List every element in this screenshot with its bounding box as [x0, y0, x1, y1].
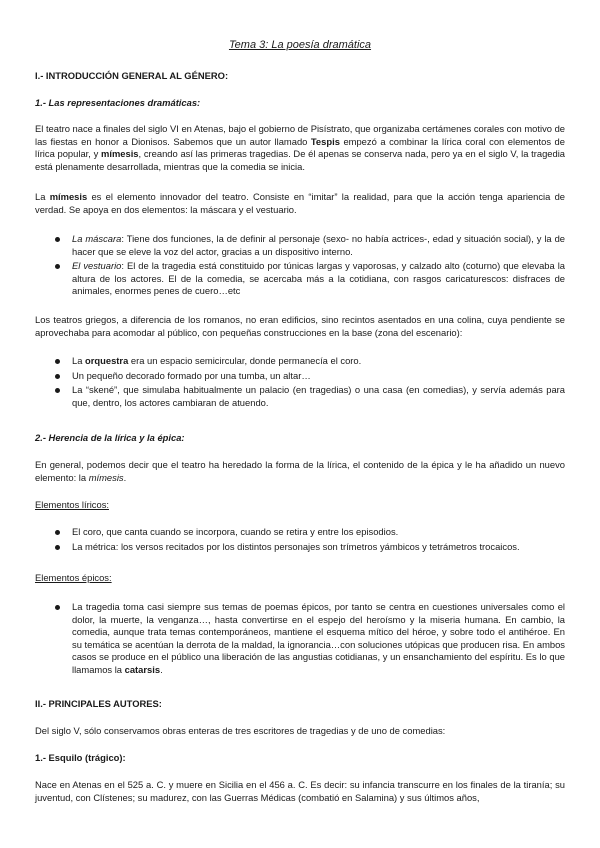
term-mimesis: mímesis: [101, 148, 139, 160]
subsection-heading-esquilo: 1.- Esquilo (trágico):: [35, 752, 126, 763]
text-run: , creando así las primeras tragedias. De él apenas se conserva nada, pero ya en el siglo V, la tragedia está plenamente desarrollada, mientras que la comedia se inicia.: [35, 148, 566, 172]
list-item-text: La “skené”, que simulaba habitualmente un palacio (en tragedias) o una casa (en comedias), y servía además para que, dentro, los actores cambiaran de atuendo.: [72, 384, 565, 408]
list-item: [35, 355, 565, 368]
text-run: La tragedia toma casi siempre sus temas de poemas épicos, por tanto se centra en cuestiones universales como el dolor, la muerte, la venganza…, hasta convertirse en el espejo del heroísmo y la miseria humana. En cambio, la comedia, aunque trata temas contemporáneos, mantiene el esquema mítico del héroe, y sobre todo el antihéroe. En su temática se acentúan la derrota de la maldad, la ignorancia…con soluciones utópicas que producen risa. En ambos casos se produce en el público una liberación de las angustias cotidianas, y un ensanchamiento del espíritu. Es lo que llamamos la: [72, 601, 565, 675]
list-item: [35, 384, 565, 409]
text-run: La: [35, 191, 50, 202]
bullet-icon: [55, 530, 60, 535]
bullet-icon: [55, 388, 60, 393]
list-item: [35, 260, 565, 298]
text-run: empezó a combinar la lírica coral con elementos de lírica popular, y: [35, 135, 565, 160]
bullet-icon: [55, 237, 60, 242]
list-item-term: El vestuario: [72, 260, 122, 272]
heading-elementos-liricos: Elementos líricos:: [35, 499, 109, 510]
list-item-text: Un pequeño decorado formado por una tumba, un altar…: [72, 369, 311, 381]
list-item-text: La métrica: los versos recitados por los distintos personajes son trímetros yámbicos y tetrámetros trocaicos.: [72, 540, 520, 552]
term-catarsis: catarsis: [124, 663, 161, 675]
text-run: era un espacio semicircular, donde permanecía el coro.: [128, 355, 362, 366]
list-item-text: : Tiene dos funciones, la de definir al personaje (sexo- no había actrices-, edad y situación social), y la de hacer que se eleve la voz del actor, gracias a un dispositivo interno.: [72, 233, 565, 257]
page-title: Tema 3: La poesía dramática: [228, 39, 372, 51]
paragraph-siglo-v: Del siglo V, sólo conservamos obras enteras de tres escritores de tragedias y de uno de comedias:: [35, 725, 446, 736]
term-tespis: Tespis: [310, 135, 340, 147]
list-elementos-epicos: [35, 601, 565, 677]
list-item: [35, 526, 565, 539]
bullet-icon: [55, 359, 60, 364]
section-heading-introduccion: I.- INTRODUCCIÓN GENERAL AL GÉNERO:: [35, 70, 229, 81]
list-item: [35, 370, 565, 383]
heading-elementos-epicos: Elementos épicos:: [35, 572, 112, 583]
bullet-icon: [55, 545, 60, 550]
text-run: .: [160, 663, 163, 675]
bullet-icon: [55, 264, 60, 269]
subsection-heading-text: 2.- Herencia de la lírica y la épica:: [35, 432, 185, 443]
subsection-heading-herencia: [35, 432, 565, 445]
list-item: [35, 233, 565, 258]
list-partes-teatro: [35, 355, 565, 409]
list-elementos-liricos: [35, 526, 565, 553]
bullet-icon: [55, 605, 60, 610]
list-item: [35, 541, 565, 554]
section-heading-autores: II.- PRINCIPALES AUTORES:: [35, 698, 162, 709]
bullet-icon: [55, 374, 60, 379]
list-item: [35, 601, 565, 677]
list-item-text: : El de la tragedia está constituido por túnicas largas y vaporosas, y calzado alto (coturno) que elevaba la altura de los actores. El de la comedia, se acercaba más a la cotidiana, con rasgos caricaturescos: disfraces de animales, enormes penes de cuero…etc: [72, 260, 565, 297]
list-item-term: La máscara: [72, 233, 122, 244]
term-mimesis: mímesis: [88, 471, 124, 483]
paragraph-herencia: [35, 459, 565, 484]
term-mimesis: mímesis: [49, 191, 88, 202]
text-run: El teatro nace a finales del siglo VI en Atenas, bajo el gobierno de Pisístrato, que organizaba certámenes corales con motivo de las fiestas en honor a Dionisos. Sabemos que un autor llamado: [35, 123, 566, 147]
paragraph-esquilo: Nace en Atenas en el 525 a. C. y muere en Sicilia en el 456 a. C. Es decir: su infancia transcurre en los finales de la tiranía; su juventud, con Clístenes; su madurez, con las Guerras Médicas (combatió en Salamina) y sus últimos años,: [35, 779, 565, 803]
list-item-text: El coro, que canta cuando se incorpora, cuando se retira y entre los episodios.: [72, 526, 399, 537]
list-mascara-vestuario: [35, 233, 565, 298]
text-run: En general, podemos decir que el teatro ha heredado la forma de la lírica, el contenido de la épica y le ha añadido un nuevo elemento: la: [35, 459, 565, 483]
text-run: La: [72, 355, 86, 366]
text-run: es el elemento innovador del teatro. Consiste en “imitar” la realidad, para que la acción tenga apariencia de verdad. Se apoya en dos elementos: la máscara y el vestuario.: [35, 191, 565, 215]
paragraph-origen-teatro: [35, 123, 565, 173]
subsection-heading-representaciones: [35, 97, 565, 110]
paragraph-teatros-griegos: Los teatros griegos, a diferencia de los romanos, no eran edificios, sino recintos asentados en una colina, cuya pendiente se aprovechaba para acomodar al público, con pequeñas construcciones en la base (zona del escenario):: [35, 314, 565, 338]
term-orquestra: orquestra: [85, 355, 129, 366]
subsection-heading-text: 1.- Las representaciones dramáticas:: [35, 97, 201, 108]
text-run: .: [123, 471, 127, 483]
paragraph-mimesis: [35, 191, 565, 216]
